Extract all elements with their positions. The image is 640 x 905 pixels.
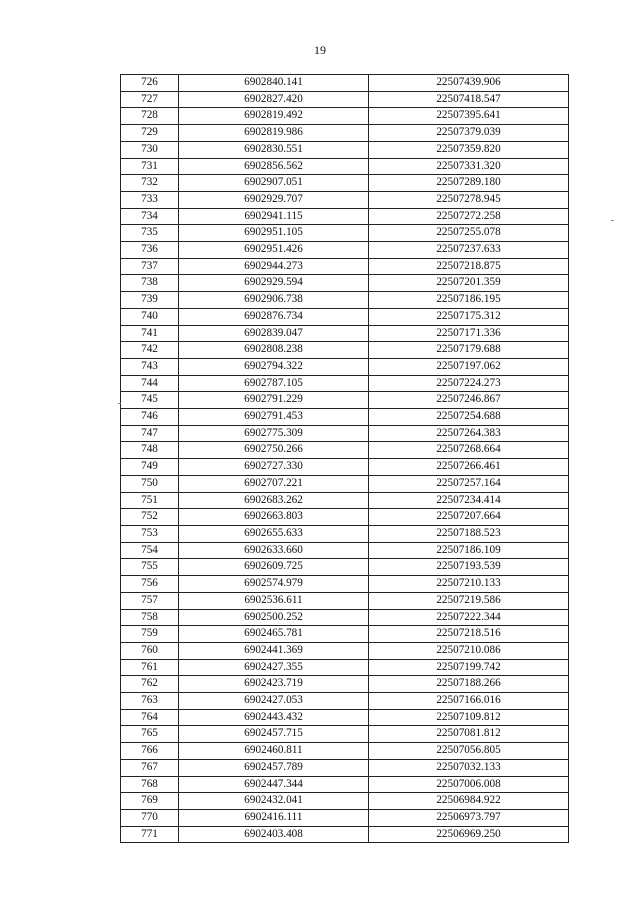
- table-row: [121, 75, 569, 92]
- table-row: [121, 592, 569, 609]
- page-number: 19: [314, 43, 326, 57]
- y-coordinate-cell: 22507219.586: [369, 592, 569, 609]
- x-coordinate-cell: 6902403.408: [179, 826, 369, 843]
- x-coordinate-cell: 6902423.719: [179, 676, 369, 693]
- x-coordinate-cell: 6902951.426: [179, 242, 369, 259]
- point-number-cell: 729: [121, 125, 179, 142]
- point-number-cell: 738: [121, 275, 179, 292]
- x-coordinate-cell: 6902457.789: [179, 759, 369, 776]
- table-row: [121, 208, 569, 225]
- x-coordinate-cell: 6902683.262: [179, 492, 369, 509]
- y-coordinate-cell: 22507081.812: [369, 726, 569, 743]
- x-coordinate-cell: 6902944.273: [179, 258, 369, 275]
- table-row: [121, 642, 569, 659]
- x-coordinate-cell: 6902457.715: [179, 726, 369, 743]
- scan-artifact: [611, 220, 614, 221]
- x-coordinate-cell: 6902827.420: [179, 91, 369, 108]
- y-coordinate-cell: 22507222.344: [369, 609, 569, 626]
- table-row: [121, 475, 569, 492]
- y-coordinate-cell: 22507379.039: [369, 125, 569, 142]
- table-row: [121, 242, 569, 259]
- x-coordinate-cell: 6902447.344: [179, 776, 369, 793]
- table-row: [121, 141, 569, 158]
- table-row: [121, 342, 569, 359]
- x-coordinate-cell: 6902427.053: [179, 693, 369, 710]
- point-number-cell: 726: [121, 75, 179, 92]
- point-number-cell: 769: [121, 793, 179, 810]
- coordinate-table: [120, 74, 569, 843]
- y-coordinate-cell: 22507032.133: [369, 759, 569, 776]
- y-coordinate-cell: 22507254.688: [369, 409, 569, 426]
- y-coordinate-cell: 22507199.742: [369, 659, 569, 676]
- y-coordinate-cell: 22507218.875: [369, 258, 569, 275]
- y-coordinate-cell: 22507186.109: [369, 542, 569, 559]
- x-coordinate-cell: 6902839.047: [179, 325, 369, 342]
- x-coordinate-cell: 6902460.811: [179, 743, 369, 760]
- point-number-cell: 761: [121, 659, 179, 676]
- y-coordinate-cell: 22506969.250: [369, 826, 569, 843]
- point-number-cell: 762: [121, 676, 179, 693]
- table-row: [121, 91, 569, 108]
- table-row: [121, 525, 569, 542]
- y-coordinate-cell: 22507201.359: [369, 275, 569, 292]
- x-coordinate-cell: 6902791.453: [179, 409, 369, 426]
- y-coordinate-cell: 22507224.273: [369, 375, 569, 392]
- x-coordinate-cell: 6902465.781: [179, 626, 369, 643]
- point-number-cell: 732: [121, 175, 179, 192]
- table-row: [121, 676, 569, 693]
- point-number-cell: 735: [121, 225, 179, 242]
- x-coordinate-cell: 6902655.633: [179, 525, 369, 542]
- point-number-cell: 731: [121, 158, 179, 175]
- x-coordinate-cell: 6902750.266: [179, 442, 369, 459]
- x-coordinate-cell: 6902819.492: [179, 108, 369, 125]
- table-row: [121, 442, 569, 459]
- table-row: [121, 709, 569, 726]
- table-row: [121, 459, 569, 476]
- y-coordinate-cell: 22507439.906: [369, 75, 569, 92]
- table-row: [121, 759, 569, 776]
- table-row: [121, 726, 569, 743]
- y-coordinate-cell: 22507193.539: [369, 559, 569, 576]
- point-number-cell: 748: [121, 442, 179, 459]
- point-number-cell: 741: [121, 325, 179, 342]
- table-row: [121, 158, 569, 175]
- y-coordinate-cell: 22507395.641: [369, 108, 569, 125]
- table-row: [121, 175, 569, 192]
- x-coordinate-cell: 6902727.330: [179, 459, 369, 476]
- point-number-cell: 734: [121, 208, 179, 225]
- point-number-cell: 728: [121, 108, 179, 125]
- point-number-cell: 759: [121, 626, 179, 643]
- table-row: [121, 492, 569, 509]
- point-number-cell: 739: [121, 292, 179, 309]
- x-coordinate-cell: 6902808.238: [179, 342, 369, 359]
- point-number-cell: 757: [121, 592, 179, 609]
- x-coordinate-cell: 6902787.105: [179, 375, 369, 392]
- y-coordinate-cell: 22507278.945: [369, 191, 569, 208]
- y-coordinate-cell: 22507418.547: [369, 91, 569, 108]
- table-row: [121, 826, 569, 843]
- table-row: [121, 626, 569, 643]
- point-number-cell: 754: [121, 542, 179, 559]
- point-number-cell: 745: [121, 392, 179, 409]
- y-coordinate-cell: 22507188.266: [369, 676, 569, 693]
- point-number-cell: 765: [121, 726, 179, 743]
- point-number-cell: 740: [121, 308, 179, 325]
- point-number-cell: 771: [121, 826, 179, 843]
- y-coordinate-cell: 22507255.078: [369, 225, 569, 242]
- y-coordinate-cell: 22507179.688: [369, 342, 569, 359]
- point-number-cell: 742: [121, 342, 179, 359]
- point-number-cell: 746: [121, 409, 179, 426]
- point-number-cell: 763: [121, 693, 179, 710]
- point-number-cell: 743: [121, 358, 179, 375]
- x-coordinate-cell: 6902574.979: [179, 576, 369, 593]
- point-number-cell: 766: [121, 743, 179, 760]
- point-number-cell: 727: [121, 91, 179, 108]
- x-coordinate-cell: 6902876.734: [179, 308, 369, 325]
- point-number-cell: 753: [121, 525, 179, 542]
- table-row: [121, 409, 569, 426]
- point-number-cell: 756: [121, 576, 179, 593]
- y-coordinate-cell: 22507264.383: [369, 425, 569, 442]
- point-number-cell: 751: [121, 492, 179, 509]
- y-coordinate-cell: 22507218.516: [369, 626, 569, 643]
- point-number-cell: 747: [121, 425, 179, 442]
- y-coordinate-cell: 22507188.523: [369, 525, 569, 542]
- y-coordinate-cell: 22507210.133: [369, 576, 569, 593]
- table-row: [121, 425, 569, 442]
- x-coordinate-cell: 6902633.660: [179, 542, 369, 559]
- point-number-cell: 768: [121, 776, 179, 793]
- table-row: [121, 125, 569, 142]
- point-number-cell: 752: [121, 509, 179, 526]
- table-row: [121, 225, 569, 242]
- point-number-cell: 750: [121, 475, 179, 492]
- y-coordinate-cell: 22507186.195: [369, 292, 569, 309]
- table-row: [121, 258, 569, 275]
- scan-artifact: [118, 403, 121, 404]
- point-number-cell: 770: [121, 809, 179, 826]
- table-row: [121, 325, 569, 342]
- x-coordinate-cell: 6902819.986: [179, 125, 369, 142]
- table-row: [121, 609, 569, 626]
- point-number-cell: 744: [121, 375, 179, 392]
- point-number-cell: 760: [121, 642, 179, 659]
- y-coordinate-cell: 22507359.820: [369, 141, 569, 158]
- table-row: [121, 509, 569, 526]
- table-row: [121, 308, 569, 325]
- table-row: [121, 275, 569, 292]
- x-coordinate-cell: 6902840.141: [179, 75, 369, 92]
- table-row: [121, 693, 569, 710]
- y-coordinate-cell: 22507171.336: [369, 325, 569, 342]
- point-number-cell: 767: [121, 759, 179, 776]
- y-coordinate-cell: 22507175.312: [369, 308, 569, 325]
- x-coordinate-cell: 6902791.229: [179, 392, 369, 409]
- y-coordinate-cell: 22507056.805: [369, 743, 569, 760]
- x-coordinate-cell: 6902536.611: [179, 592, 369, 609]
- point-number-cell: 764: [121, 709, 179, 726]
- table-row: [121, 292, 569, 309]
- x-coordinate-cell: 6902906.738: [179, 292, 369, 309]
- y-coordinate-cell: 22506973.797: [369, 809, 569, 826]
- y-coordinate-cell: 22507006.008: [369, 776, 569, 793]
- y-coordinate-cell: 22507109.812: [369, 709, 569, 726]
- x-coordinate-cell: 6902427.355: [179, 659, 369, 676]
- x-coordinate-cell: 6902929.594: [179, 275, 369, 292]
- table-row: [121, 108, 569, 125]
- y-coordinate-cell: 22507331.320: [369, 158, 569, 175]
- table-row: [121, 358, 569, 375]
- y-coordinate-cell: 22507257.164: [369, 475, 569, 492]
- x-coordinate-cell: 6902416.111: [179, 809, 369, 826]
- x-coordinate-cell: 6902794.322: [179, 358, 369, 375]
- y-coordinate-cell: 22507268.664: [369, 442, 569, 459]
- table-row: [121, 542, 569, 559]
- x-coordinate-cell: 6902707.221: [179, 475, 369, 492]
- x-coordinate-cell: 6902432.041: [179, 793, 369, 810]
- y-coordinate-cell: 22507246.867: [369, 392, 569, 409]
- table-row: [121, 793, 569, 810]
- point-number-cell: 755: [121, 559, 179, 576]
- y-coordinate-cell: 22507272.258: [369, 208, 569, 225]
- x-coordinate-cell: 6902443.432: [179, 709, 369, 726]
- y-coordinate-cell: 22507207.664: [369, 509, 569, 526]
- point-number-cell: 733: [121, 191, 179, 208]
- y-coordinate-cell: 22507166.016: [369, 693, 569, 710]
- table-row: [121, 776, 569, 793]
- x-coordinate-cell: 6902663.803: [179, 509, 369, 526]
- y-coordinate-cell: 22507237.633: [369, 242, 569, 259]
- point-number-cell: 758: [121, 609, 179, 626]
- table-row: [121, 576, 569, 593]
- x-coordinate-cell: 6902941.115: [179, 208, 369, 225]
- y-coordinate-cell: 22507210.086: [369, 642, 569, 659]
- y-coordinate-cell: 22506984.922: [369, 793, 569, 810]
- table-row: [121, 659, 569, 676]
- x-coordinate-cell: 6902775.309: [179, 425, 369, 442]
- point-number-cell: 730: [121, 141, 179, 158]
- point-number-cell: 737: [121, 258, 179, 275]
- point-number-cell: 749: [121, 459, 179, 476]
- point-number-cell: 736: [121, 242, 179, 259]
- y-coordinate-cell: 22507266.461: [369, 459, 569, 476]
- table-row: [121, 375, 569, 392]
- table-row: [121, 191, 569, 208]
- table-row: [121, 809, 569, 826]
- x-coordinate-cell: 6902441.369: [179, 642, 369, 659]
- x-coordinate-cell: 6902500.252: [179, 609, 369, 626]
- table-row: [121, 743, 569, 760]
- y-coordinate-cell: 22507289.180: [369, 175, 569, 192]
- y-coordinate-cell: 22507197.062: [369, 358, 569, 375]
- x-coordinate-cell: 6902951.105: [179, 225, 369, 242]
- y-coordinate-cell: 22507234.414: [369, 492, 569, 509]
- table-row: [121, 392, 569, 409]
- x-coordinate-cell: 6902907.051: [179, 175, 369, 192]
- table-row: [121, 559, 569, 576]
- x-coordinate-cell: 6902929.707: [179, 191, 369, 208]
- x-coordinate-cell: 6902830.551: [179, 141, 369, 158]
- x-coordinate-cell: 6902856.562: [179, 158, 369, 175]
- coordinate-table-body: [121, 75, 569, 843]
- x-coordinate-cell: 6902609.725: [179, 559, 369, 576]
